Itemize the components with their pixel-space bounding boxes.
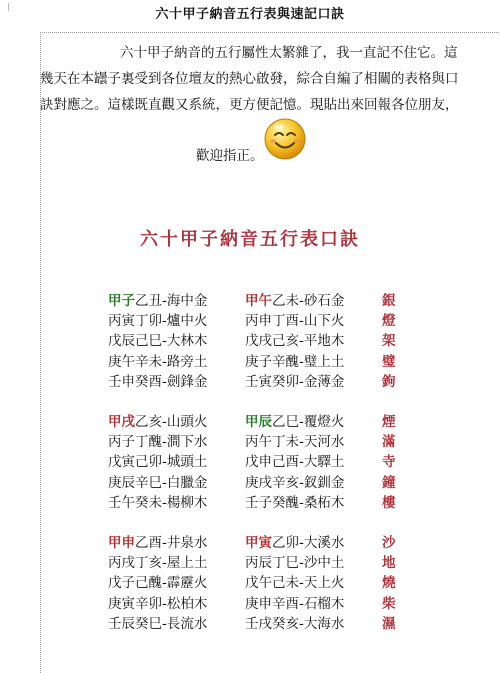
cell-right: 庚子辛醜-璧上土	[245, 353, 345, 370]
cell-mnemonic: 鉤	[382, 373, 396, 390]
table-title: 六十甲子納音五行表口訣	[140, 229, 360, 250]
cell-right: 丙辰丁巳-沙中土	[245, 555, 345, 572]
intro-line-2: 幾天在本罎子裏受到各位壇友的熱心啟發，綜合自編了相關的表格與口	[40, 71, 459, 87]
cell-mnemonic: 沙	[382, 534, 396, 551]
cell-left: 戊寅己卯-城頭土	[108, 454, 208, 471]
cell-left: 壬辰癸巳-長流水	[108, 615, 208, 632]
table-row	[108, 551, 402, 571]
cell-left: 庚辰辛巳-白臘金	[108, 474, 208, 491]
table-row	[108, 309, 402, 329]
cell-left: 甲申乙酉-井泉水	[108, 534, 208, 551]
cell-left: 壬午癸未-楊柳木	[108, 494, 208, 511]
cell-left: 丙子丁醜-澗下水	[108, 434, 208, 451]
cell-right: 甲午乙未-砂石金	[245, 293, 345, 310]
cell-left: 甲子乙丑-海中金	[108, 293, 208, 310]
table-row	[108, 612, 402, 632]
cell-mnemonic: 璧	[382, 353, 396, 370]
cell-mnemonic: 燈	[382, 313, 396, 330]
group-spacer	[108, 390, 402, 410]
cell-left: 庚寅辛卯-松柏木	[108, 595, 208, 612]
table-row	[108, 491, 402, 511]
cell-left: 甲戌乙亥-山頭火	[108, 414, 208, 431]
cell-right: 戊午己未-天上火	[245, 575, 345, 592]
cell-mnemonic: 地	[382, 555, 396, 572]
cell-left: 丙寅丁卯-爐中火	[108, 313, 208, 330]
cell-left: 壬申癸酉-劍鋒金	[108, 373, 208, 390]
cell-right: 壬子癸醜-桑柘木	[245, 494, 345, 511]
table-row	[108, 289, 402, 309]
cell-left: 戊辰己巳-大林木	[108, 333, 208, 350]
cell-right: 丙午丁未-天河水	[245, 434, 345, 451]
page-title: 六十甲子納音五行表與速記口訣	[155, 7, 345, 22]
table-row	[108, 329, 402, 349]
cell-mnemonic: 濕	[382, 615, 396, 632]
intro-greeting: 歡迎指正。	[196, 148, 264, 164]
nayin-table	[108, 289, 402, 632]
intro-line-3: 訣對應之。這樣既直觀又系統，更方便記憶。現貼出來回報各位朋友，	[40, 97, 459, 113]
cell-right: 壬戌癸亥-大海水	[245, 615, 345, 632]
table-row	[108, 350, 402, 370]
table-row	[108, 571, 402, 591]
cell-mnemonic: 架	[382, 333, 396, 350]
table-row	[108, 450, 402, 470]
cell-right: 甲辰乙巳-覆燈火	[245, 414, 345, 431]
table-row	[108, 591, 402, 611]
cell-mnemonic: 銀	[382, 293, 396, 310]
cell-right: 庚申辛酉-石榴木	[245, 595, 345, 612]
cell-mnemonic: 柴	[382, 595, 396, 612]
cell-mnemonic: 滿	[382, 434, 396, 451]
cell-mnemonic: 燒	[382, 575, 396, 592]
intro-line-1: 六十甲子納音的五行屬性太繁雜了，我一直記不住它。這	[120, 45, 458, 61]
smiley-face-icon	[262, 116, 308, 162]
table-row	[108, 430, 402, 450]
table-row	[108, 370, 402, 390]
table-row	[108, 531, 402, 551]
cell-mnemonic: 煙	[382, 414, 396, 431]
cell-mnemonic: 樓	[382, 494, 396, 511]
cell-left: 丙戌丁亥-屋上土	[108, 555, 208, 572]
cell-right: 丙申丁酉-山下火	[245, 313, 345, 330]
cell-right: 甲寅乙卯-大溪水	[245, 534, 345, 551]
cell-right: 壬寅癸卯-金薄金	[245, 373, 345, 390]
cell-right: 庚戌辛亥-釵釧金	[245, 474, 345, 491]
intro-paragraph	[40, 40, 500, 118]
table-row	[108, 471, 402, 491]
cell-mnemonic: 鐘	[382, 474, 396, 491]
table-row	[108, 410, 402, 430]
cell-right: 戊戌己亥-平地木	[245, 333, 345, 350]
cell-right: 戊申己酉-大驛土	[245, 454, 345, 471]
cell-left: 戊子己醜-霹靂火	[108, 575, 208, 592]
group-spacer	[108, 511, 402, 531]
cell-mnemonic: 寺	[382, 454, 396, 471]
cell-left: 庚午辛未-路旁土	[108, 353, 208, 370]
